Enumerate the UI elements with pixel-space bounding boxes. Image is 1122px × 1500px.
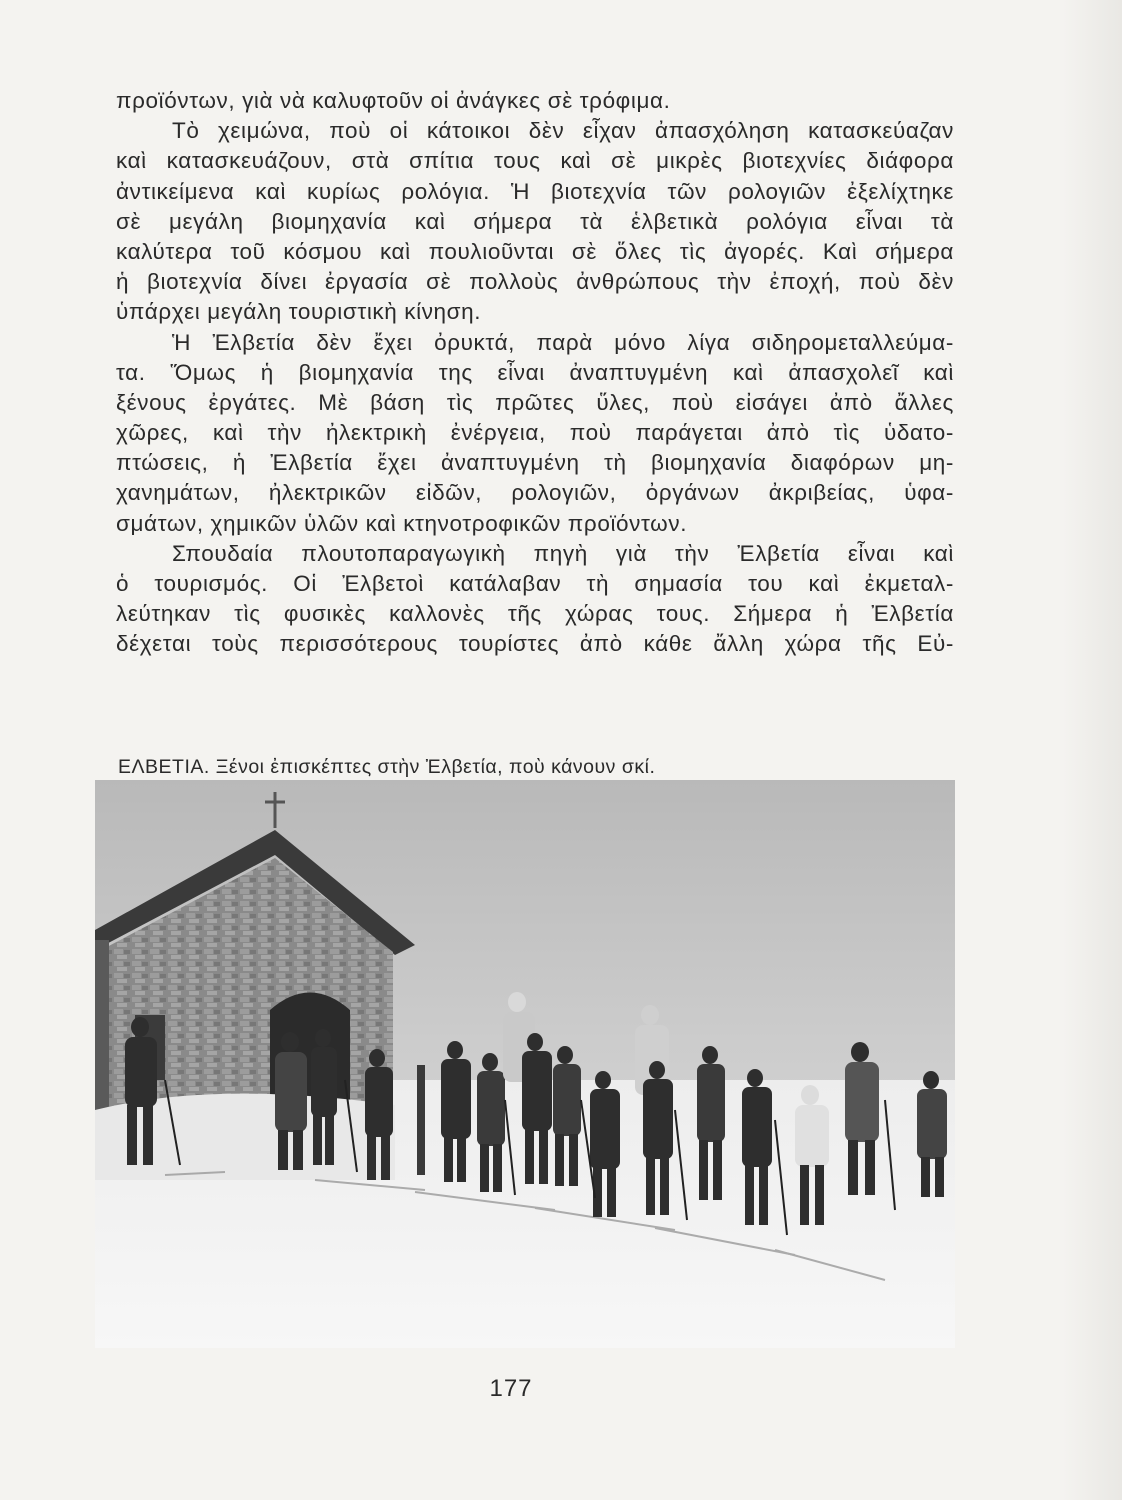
text-line: πτώσεις, ἡ Ἐλβετία ἔχει ἀναπτυγμένη τὴ βιομηχανία διαφόρων μη- [116,450,954,476]
text-line: καὶ κατασκευάζουν, στὰ σπίτια τους καὶ σὲ μικρὲς βιοτεχνίες διάφορα [116,148,954,174]
figure-caption: ΕΛΒΕΤΙΑ. Ξένοι ἐπισκέπτες στὴν Ἐλβετία, ποὺ κάνουν σκί. [118,756,656,778]
text-line: χῶρες, καὶ τὴν ἠλεκτρικὴ ἐνέργεια, ποὺ παράγεται ἀπὸ τὶς ὑδατο- [116,420,954,446]
text-line: ὑπάρχει μεγάλη τουριστικὴ κίνηση. [116,299,482,325]
text-line: ἡ βιοτεχνία δίνει ἐργασία σὲ πολλοὺς ἀνθρώπους τὴν ἐποχή, ποὺ δὲν [116,269,954,295]
body-text [116,86,954,660]
text-line: σὲ μεγάλη βιομηχανία καὶ σήμερα τὰ ἑλβετικὰ ρολόγια εἶναι τὰ [116,208,954,234]
text-line: προϊόντων, γιὰ νὰ καλυφτοῦν οἱ ἀνάγκες σὲ τρόφιμα. [116,88,671,113]
text-line: ἀντικείμενα καὶ κυρίως ρολόγια. Ἡ βιοτεχνία τῶν ρολογιῶν ἐξελίχτηκε [116,178,954,204]
text-line: λεύτηκαν τὶς φυσικὲς καλλονὲς τῆς χώρας τους. Σήμερα ἡ Ἐλβετία [116,601,954,627]
page-edge-shadow [1062,0,1122,1500]
text-line: τα. Ὅμως ἡ βιομηχανία της εἶναι ἀναπτυγμένη καὶ ἀπασχολεῖ καὶ [116,359,954,385]
text-line: καλύτερα τοῦ κόσμου καὶ πουλιοῦνται σὲ ὅλες τὶς ἀγορές. Καὶ σήμερα [116,238,954,264]
text-line: σμάτων, χημικῶν ὑλῶν καὶ κτηνοτροφικῶν προϊόντων. [116,510,688,536]
text-line: Τὸ χειμώνα, ποὺ οἱ κάτοικοι δὲν εἶχαν ἀπασχόληση κατασκεύαζαν [172,118,954,144]
page-number: 177 [489,1375,533,1402]
text-line: Ἡ Ἐλβετία δὲν ἔχει ὀρυκτά, παρὰ μόνο λίγα σιδηρομεταλλεύμα- [172,329,954,355]
text-line: Σπουδαία πλουτοπαραγωγικὴ πηγὴ γιὰ τὴν Ἐλβετία εἶναι καὶ [172,540,954,566]
text-line: χανημάτων, ἠλεκτρικῶν εἰδῶν, ρολογιῶν, ὀργάνων ἀκριβείας, ὑφα- [116,480,954,506]
text-line: δέχεται τοὺς περισσότερους τουρίστες ἀπὸ κάθε ἄλλη χώρα τῆς Εὐ- [116,631,954,657]
text-line: ξένους ἐργάτες. Μὲ βάση τὶς πρῶτες ὕλες, ποὺ εἰσάγει ἀπὸ ἄλλες [116,389,954,415]
ski-photo [95,780,955,1348]
text-line: ὁ τουρισμός. Οἱ Ἐλβετοὶ κατάλαβαν τὴ σημασία του καὶ ἐκμεταλ- [116,571,954,596]
